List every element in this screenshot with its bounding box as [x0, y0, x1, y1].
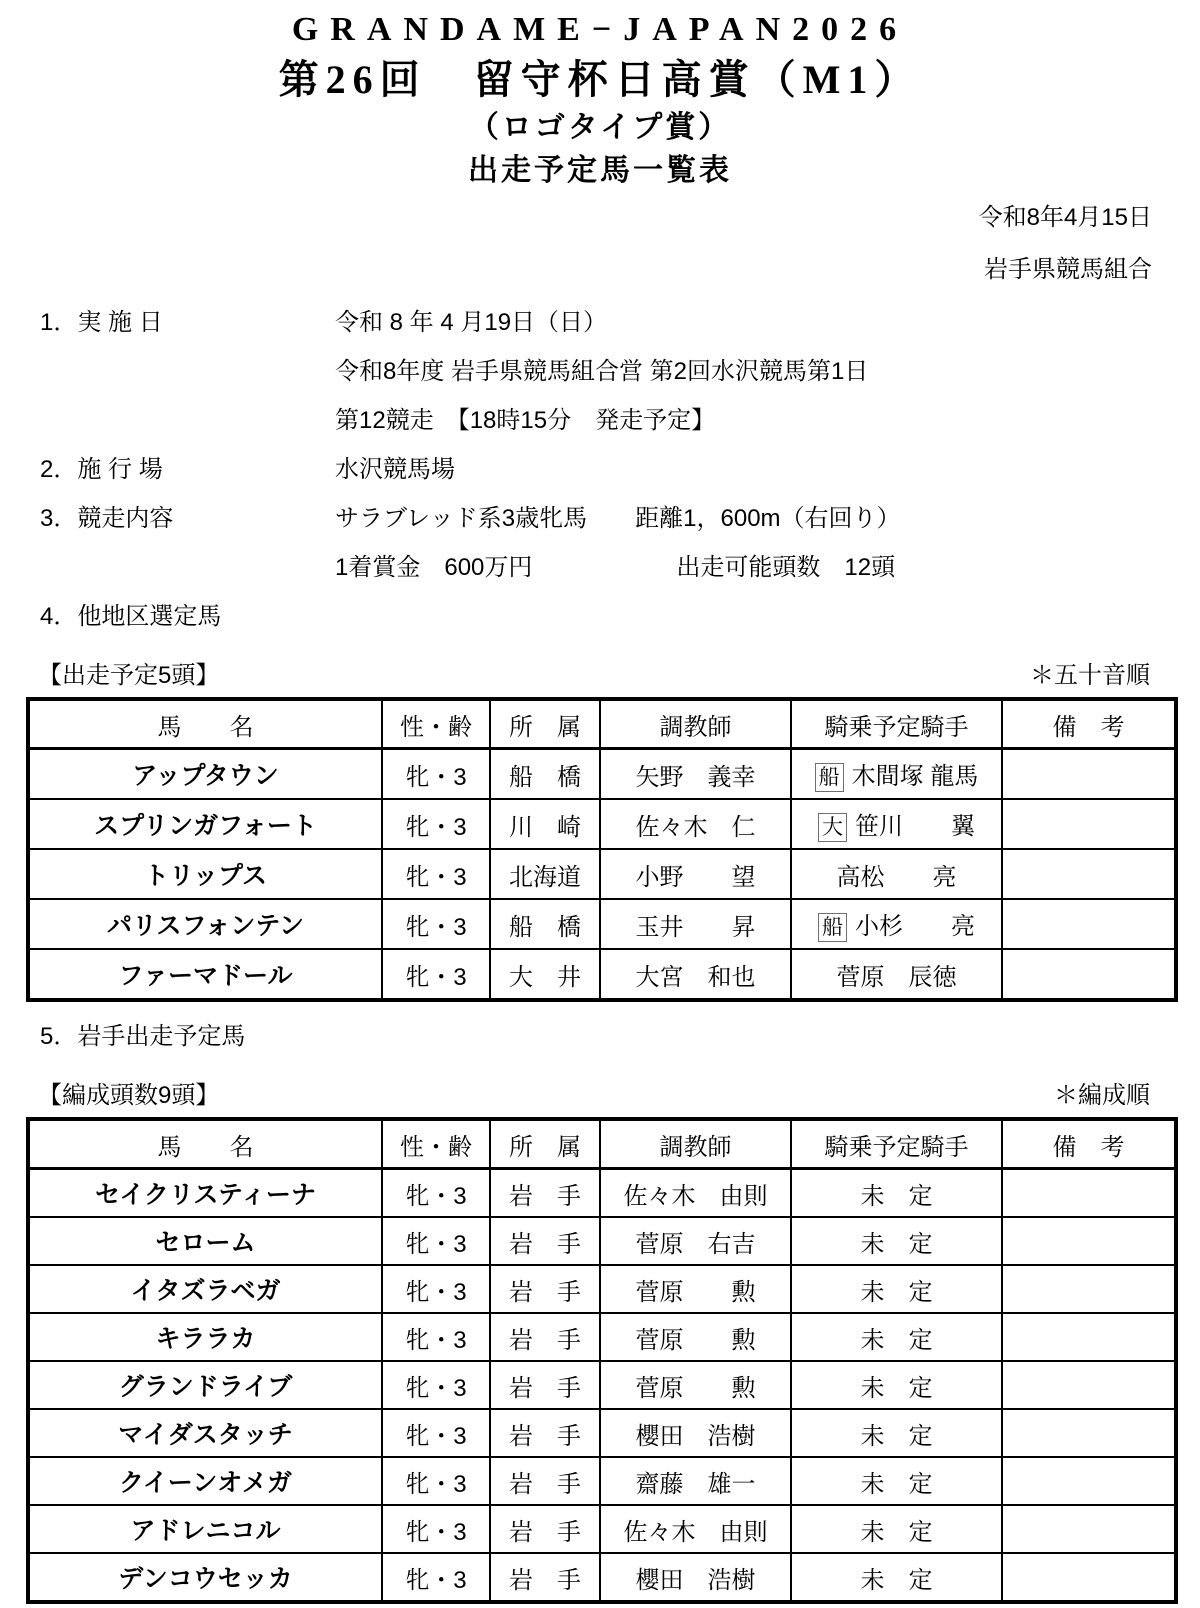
section-number: 2．	[40, 456, 78, 483]
column-header-trainer: 調教師	[600, 699, 791, 749]
note-cell	[1002, 849, 1176, 899]
column-header-sex-age: 性・齢	[382, 1119, 490, 1169]
jockey-name: 小杉 亮	[855, 912, 975, 940]
affiliation-cell: 船 橋	[490, 899, 600, 949]
section-label: 他地区選定馬	[77, 603, 222, 630]
section-label: 岩手出走予定馬	[77, 1023, 246, 1050]
note-cell	[1002, 1313, 1176, 1361]
jockey-cell	[791, 1217, 1002, 1265]
section-line: 令和8年度 岩手県競馬組合営 第2回水沢競馬第1日	[335, 358, 869, 385]
table-caption: 【出走予定5頭】	[38, 662, 220, 689]
note-cell	[1002, 949, 1176, 1000]
affiliation-cell: 岩 手	[490, 1505, 600, 1553]
jockey-name: 未 定	[860, 1182, 933, 1210]
trainer-cell: 櫻田 浩樹	[600, 1553, 791, 1602]
note-cell	[1002, 1265, 1176, 1313]
jockey-affiliation-box: 船	[815, 763, 844, 792]
column-header-horse-name: 馬 名	[28, 699, 382, 749]
trainer-cell: 佐々木 仁	[600, 799, 791, 849]
table-row	[28, 1265, 1176, 1313]
series-title: GRANDAME−JAPAN2026	[291, 11, 909, 48]
trainer-cell: 矢野 義幸	[600, 749, 791, 800]
jockey-name: 笹川 翼	[855, 812, 975, 840]
column-header-jockey: 騎乗予定騎手	[791, 1119, 1002, 1169]
jockey-name: 菅原 辰徳	[836, 963, 957, 991]
table-caption-row	[38, 661, 1150, 691]
horse-name-cell: ファーマドール	[28, 949, 382, 1000]
table-row	[28, 1457, 1176, 1505]
section-line: 1着賞金 600万円 出走可能頭数 12頭	[335, 554, 896, 581]
horse-name-cell: クイーンオメガ	[28, 1457, 382, 1505]
sex-age-cell: 牝・3	[382, 849, 490, 899]
trainer-cell: 菅原 勲	[600, 1313, 791, 1361]
sex-age-cell: 牝・3	[382, 1505, 490, 1553]
section-number: 1．	[40, 309, 78, 336]
jockey-cell	[791, 849, 1002, 899]
jockey-cell	[791, 1169, 1002, 1218]
table-caption-row	[38, 1081, 1150, 1111]
table-caption: 【編成頭数9頭】	[38, 1082, 220, 1109]
trainer-cell: 大宮 和也	[600, 949, 791, 1000]
sex-age-cell: 牝・3	[382, 1313, 490, 1361]
iwate-horses-table	[26, 1117, 1178, 1604]
jockey-name: 未 定	[860, 1470, 933, 1498]
sex-age-cell: 牝・3	[382, 899, 490, 949]
horse-name-cell: アップタウン	[28, 749, 382, 800]
jockey-name: 未 定	[860, 1422, 933, 1450]
affiliation-cell: 岩 手	[490, 1457, 600, 1505]
table-row	[28, 1505, 1176, 1553]
table-row	[28, 1361, 1176, 1409]
jockey-name: 木間塚 龍馬	[851, 762, 979, 790]
section-heading-other-region	[0, 592, 1200, 641]
horse-name-cell: スプリンガフォート	[28, 799, 382, 849]
note-cell	[1002, 1457, 1176, 1505]
jockey-name: 高松 亮	[836, 863, 957, 891]
jockey-cell	[791, 749, 1002, 800]
column-header-affiliation: 所 属	[490, 699, 600, 749]
column-header-sex-age: 性・齢	[382, 699, 490, 749]
table-row	[28, 849, 1176, 899]
section-label: 施 行 場	[77, 456, 163, 483]
affiliation-cell: 岩 手	[490, 1553, 600, 1602]
section-label: 競走内容	[77, 505, 174, 532]
table-row	[28, 1217, 1176, 1265]
table-row	[28, 799, 1176, 849]
jockey-cell	[791, 1553, 1002, 1602]
jockey-name: 未 定	[860, 1518, 933, 1546]
section-number: 3．	[40, 505, 78, 532]
note-cell	[1002, 899, 1176, 949]
jockey-name: 未 定	[860, 1566, 933, 1594]
section-line: 水沢競馬場	[335, 456, 455, 483]
jockey-affiliation-box: 大	[818, 813, 847, 842]
table-row	[28, 749, 1176, 800]
note-cell	[1002, 1217, 1176, 1265]
horse-name-cell: マイダスタッチ	[28, 1409, 382, 1457]
sex-age-cell: 牝・3	[382, 1265, 490, 1313]
jockey-cell	[791, 1361, 1002, 1409]
jockey-cell	[791, 1409, 1002, 1457]
jockey-name: 未 定	[860, 1374, 933, 1402]
table-header-row	[28, 1119, 1176, 1169]
section-date	[0, 298, 1200, 445]
jockey-affiliation-box: 船	[818, 913, 847, 942]
sort-order-note: ＊編成順	[1054, 1082, 1150, 1109]
column-header-trainer: 調教師	[600, 1119, 791, 1169]
horse-name-cell: グランドライブ	[28, 1361, 382, 1409]
trainer-cell: 佐々木 由則	[600, 1505, 791, 1553]
jockey-cell	[791, 1457, 1002, 1505]
sex-age-cell: 牝・3	[382, 1457, 490, 1505]
column-header-jockey: 騎乗予定騎手	[791, 699, 1002, 749]
note-cell	[1002, 1169, 1176, 1218]
section-race-conditions	[0, 494, 1200, 592]
jockey-cell	[791, 899, 1002, 949]
column-header-note: 備 考	[1002, 699, 1176, 749]
other-region-horses-table	[26, 697, 1178, 1002]
affiliation-cell: 大 井	[490, 949, 600, 1000]
section-venue	[0, 445, 1200, 494]
sex-age-cell: 牝・3	[382, 1409, 490, 1457]
column-header-horse-name: 馬 名	[28, 1119, 382, 1169]
affiliation-cell: 船 橋	[490, 749, 600, 800]
trainer-cell: 玉井 昇	[600, 899, 791, 949]
jockey-cell	[791, 1313, 1002, 1361]
section-line: 第12競走 【18時15分 発走予定】	[335, 407, 716, 434]
affiliation-cell: 川 崎	[490, 799, 600, 849]
table-row	[28, 1313, 1176, 1361]
horse-name-cell: セイクリスティーナ	[28, 1169, 382, 1218]
info-sections	[0, 298, 1200, 592]
horse-name-cell: アドレニコル	[28, 1505, 382, 1553]
section-heading-iwate	[0, 1012, 1200, 1061]
horse-name-cell: イタズラベガ	[28, 1265, 382, 1313]
sex-age-cell: 牝・3	[382, 1553, 490, 1602]
section-number: 5．	[40, 1023, 78, 1050]
trainer-cell: 佐々木 由則	[600, 1169, 791, 1218]
jockey-cell	[791, 949, 1002, 1000]
affiliation-cell: 岩 手	[490, 1409, 600, 1457]
race-title: 第26回 留守杯日高賞（M1）	[278, 57, 922, 102]
sort-order-note: ＊五十音順	[1030, 662, 1150, 689]
column-header-affiliation: 所 属	[490, 1119, 600, 1169]
section-label: 実 施 日	[77, 309, 163, 336]
organization: 岩手県競馬組合	[984, 256, 1152, 283]
affiliation-cell: 岩 手	[490, 1313, 600, 1361]
sex-age-cell: 牝・3	[382, 949, 490, 1000]
issue-date: 令和8年4月15日	[978, 204, 1152, 231]
horse-name-cell: パリスフォンテン	[28, 899, 382, 949]
affiliation-cell: 岩 手	[490, 1217, 600, 1265]
jockey-name: 未 定	[860, 1230, 933, 1258]
jockey-cell	[791, 1505, 1002, 1553]
note-cell	[1002, 1505, 1176, 1553]
sex-age-cell: 牝・3	[382, 1169, 490, 1218]
table-row	[28, 1553, 1176, 1602]
affiliation-cell: 北海道	[490, 849, 600, 899]
section-number: 4．	[40, 603, 78, 630]
horse-name-cell: キララカ	[28, 1313, 382, 1361]
race-subtitle: （ロゴタイプ賞）	[468, 111, 732, 144]
affiliation-cell: 岩 手	[490, 1361, 600, 1409]
horse-name-cell: デンコウセッカ	[28, 1553, 382, 1602]
sex-age-cell: 牝・3	[382, 749, 490, 800]
table-header-row	[28, 699, 1176, 749]
sex-age-cell: 牝・3	[382, 799, 490, 849]
trainer-cell: 菅原 勲	[600, 1265, 791, 1313]
jockey-name: 未 定	[860, 1278, 933, 1306]
trainer-cell: 菅原 勲	[600, 1361, 791, 1409]
jockey-cell	[791, 799, 1002, 849]
trainer-cell: 小野 望	[600, 849, 791, 899]
horse-name-cell: トリップス	[28, 849, 382, 899]
horse-name-cell: セローム	[28, 1217, 382, 1265]
trainer-cell: 齋藤 雄一	[600, 1457, 791, 1505]
affiliation-cell: 岩 手	[490, 1169, 600, 1218]
table-row	[28, 1169, 1176, 1218]
jockey-cell	[791, 1265, 1002, 1313]
jockey-name: 未 定	[860, 1326, 933, 1354]
note-cell	[1002, 1553, 1176, 1602]
title-block	[0, 0, 1200, 192]
page-title: 出走予定馬一覧表	[468, 154, 732, 187]
table-row	[28, 899, 1176, 949]
sex-age-cell: 牝・3	[382, 1361, 490, 1409]
note-cell	[1002, 749, 1176, 800]
note-cell	[1002, 799, 1176, 849]
note-cell	[1002, 1409, 1176, 1457]
section-line: 令和 8 年 4 月19日（日）	[335, 309, 608, 336]
column-header-note: 備 考	[1002, 1119, 1176, 1169]
trainer-cell: 櫻田 浩樹	[600, 1409, 791, 1457]
document-meta	[0, 192, 1200, 296]
trainer-cell: 菅原 右吉	[600, 1217, 791, 1265]
section-line: サラブレッド系3歳牝馬 距離1，600m（右回り）	[335, 505, 901, 532]
affiliation-cell: 岩 手	[490, 1265, 600, 1313]
sex-age-cell: 牝・3	[382, 1217, 490, 1265]
table-row	[28, 1409, 1176, 1457]
table-row	[28, 949, 1176, 1000]
note-cell	[1002, 1361, 1176, 1409]
